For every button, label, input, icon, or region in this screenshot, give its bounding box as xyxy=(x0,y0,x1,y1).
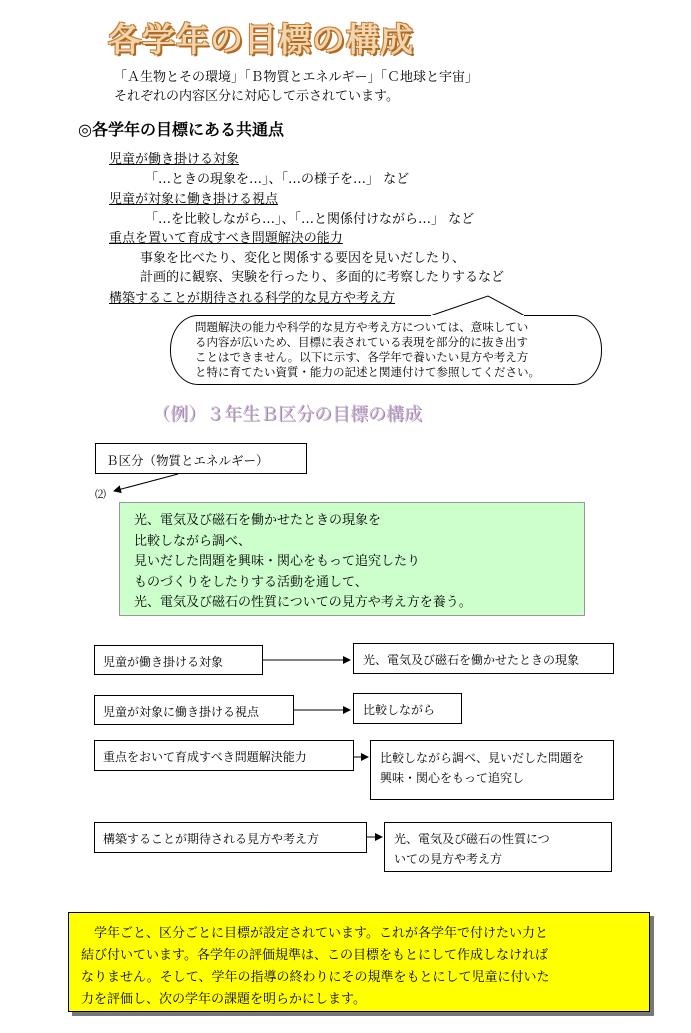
mapping-right-box: 比較しながら xyxy=(353,693,462,724)
goal-line: ものづくりをしたりする活動を通して、 xyxy=(134,574,368,590)
mapping-right-line: 興味・関心をもって追究し xyxy=(380,771,525,785)
mapping-right-box: 光、電気及び磁石を働かせたときの現象 xyxy=(353,643,614,674)
example-title: （例）３年生Ｂ区分の目標の構成 xyxy=(152,404,422,425)
mapping-right-box xyxy=(384,822,612,872)
mapping-right-line: 比較しながら調べ、見いだした問題を xyxy=(380,751,585,765)
common-item-example: 「…ときの現象を…」、「…の様子を…」 など xyxy=(145,172,410,187)
goal-line: 光、電気及び磁石の性質についての見方や考え方を養う。 xyxy=(134,595,472,610)
summary-line: 結び付いています。各学年の評価規準は、この目標をもとにして作成しなければ xyxy=(81,948,548,963)
common-item-example: 「…を比較しながら…」、「…と関係付けながら…」 など xyxy=(145,212,475,227)
note-line: ことはできません。以下に示す、各学年で養いたい見方や考え方 xyxy=(195,350,529,364)
mapping-left-box: 構築することが期待される見方や考え方 xyxy=(94,822,367,853)
common-item-example: 計画的に観察、実験を行ったり、多面的に考察したりするなど xyxy=(140,270,505,285)
goal-line: 見いだした問題を興味・関心をもって追究したり xyxy=(134,554,421,569)
common-item-label: 構築することが期待される科学的な見方や考え方 xyxy=(109,291,396,306)
intro-line: 「Ａ生物とその環境」「Ｂ物質とエネルギー」「Ｃ地球と宇宙」 xyxy=(114,70,479,85)
common-item-label: 児童が対象に働き掛ける視点 xyxy=(109,192,279,207)
mapping-left-box: 重点をおいて育成すべき問題解決能力 xyxy=(94,740,354,771)
note-line: 問題解決の能力や科学的な見方や考え方については、意味してい xyxy=(195,320,529,334)
common-item-example: 事象を比べたり、変化と関係する要因を見いだしたり、 xyxy=(140,251,466,266)
common-item-label: 重点を置いて育成すべき問題解決の能力 xyxy=(109,231,343,246)
mapping-right-line: 光、電気及び磁石の性質につ xyxy=(394,832,550,846)
note-line: と特に育てたい資質・能力の記述と関連付けて参照してください。 xyxy=(195,365,540,379)
mapping-right-line: いての見方や考え方 xyxy=(394,852,503,866)
intro-line: それぞれの内容区分に対応して示されています。 xyxy=(114,89,399,104)
note-line: る内容が広いため、目標に表されている表現を部分的に抜き出す xyxy=(195,335,529,349)
mapping-left-box: 児童が対象に働き掛ける視点 xyxy=(94,695,294,725)
goal-box xyxy=(119,502,585,616)
category-box: Ｂ区分（物質とエネルギー） xyxy=(95,443,307,474)
common-points-heading: ◎各学年の目標にある共通点 xyxy=(78,120,284,139)
goal-line: 光、電気及び磁石を働かせたときの現象を xyxy=(134,513,382,528)
mapping-right-box xyxy=(370,740,614,800)
item-number: ⑵ xyxy=(95,488,106,501)
page-title: 各学年の目標の構成 xyxy=(108,20,414,59)
common-item-label: 児童が働き掛ける対象 xyxy=(109,152,240,167)
summary-line: 力を評価し、次の学年の課題を明らかにします。 xyxy=(81,992,366,1007)
summary-line: 学年ごと、区分ごとに目標が設定されています。これが各学年で付けたい力と xyxy=(81,926,548,941)
mapping-left-box: 児童が働き掛ける対象 xyxy=(94,645,263,675)
goal-line: 比較しながら調べ、 xyxy=(134,533,252,549)
summary-box xyxy=(68,912,650,1012)
summary-line: なりません。そして、学年の指導の終わりにその規準をもとにして児童に付いた xyxy=(81,970,550,985)
